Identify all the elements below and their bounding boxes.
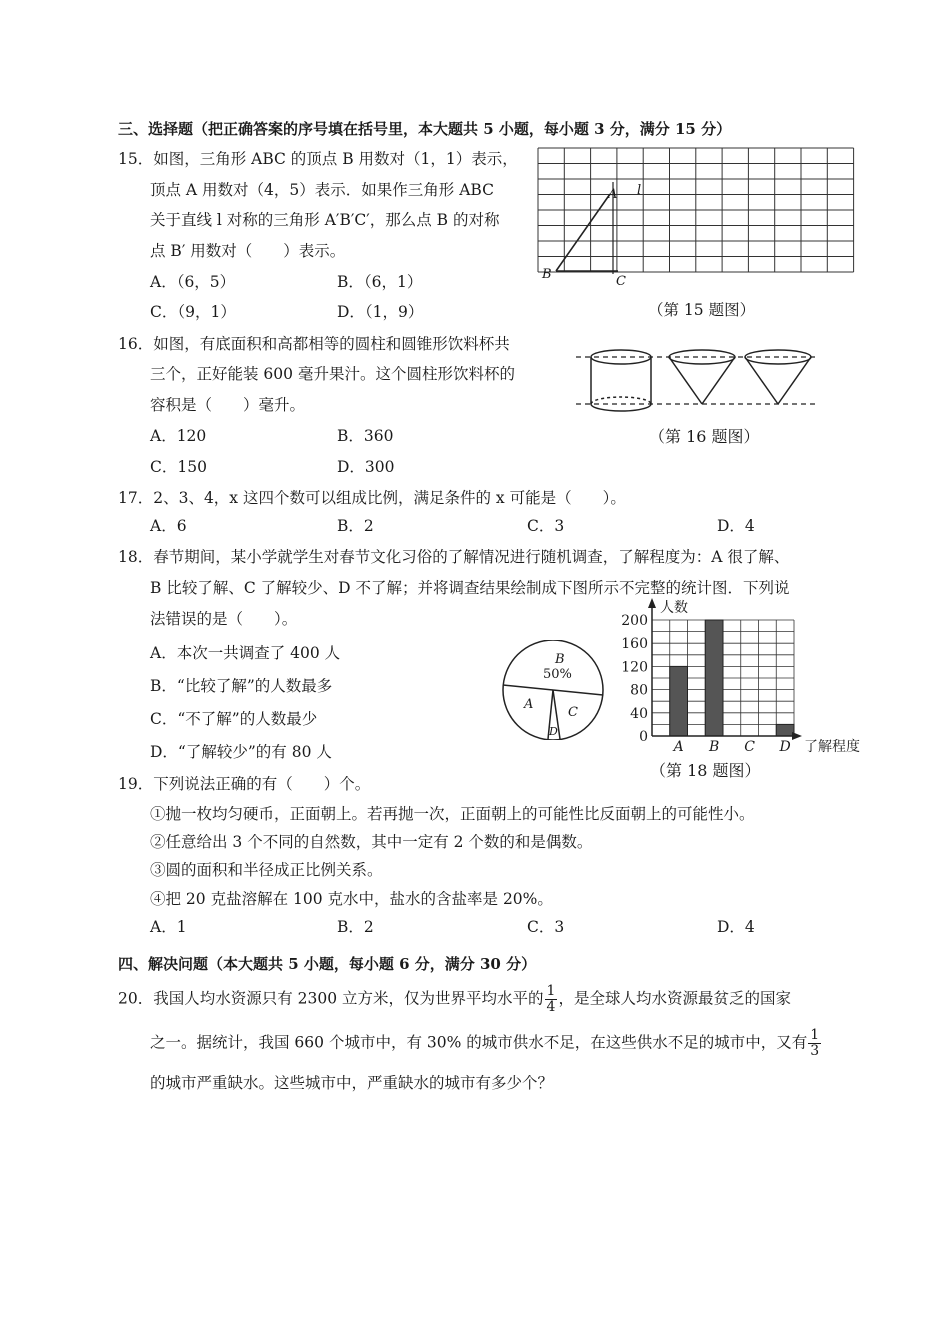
pie-label-b-percent: 50%: [543, 667, 572, 682]
q20-line-2: [150, 1028, 822, 1059]
q15-option-c: C．（9，1）: [150, 303, 236, 321]
y-tick-label: 200: [621, 613, 648, 629]
y-tick-label: 80: [630, 682, 648, 699]
fraction-one-third: [808, 1028, 821, 1059]
y-axis-arrow: [648, 598, 656, 608]
q17-option-a: A．6: [150, 517, 187, 535]
x-tick-label-a: A: [673, 739, 684, 755]
q19-option-d: D．4: [717, 918, 755, 936]
q19-option-b: B．2: [337, 918, 374, 936]
bar-b: [705, 620, 723, 736]
q15-line-2: 顶点 A 用数对（4，5）表示．如果作三角形 ABC: [150, 181, 494, 199]
q19-item-1: ①抛一枚均匀硬币，正面朝上。若再抛一次，正面朝上的可能性比反面朝上的可能性小。: [150, 805, 755, 823]
x-tick-label-b: B: [708, 739, 720, 755]
y-tick-label: 0: [639, 729, 648, 745]
q18-option-c: C．“不了解”的人数最少: [150, 710, 318, 728]
q16-line-1: 16．如图，有底面积和高都相等的圆柱和圆锥形饮料杯共: [118, 335, 510, 353]
section4-title: 四、解决问题（本大题共 5 小题，每小题 6 分，满分 30 分）: [118, 955, 537, 973]
fraction-denominator: 3: [810, 1043, 820, 1059]
q17-option-c: C．3: [527, 517, 565, 535]
q17-option-b: B．2: [337, 517, 374, 535]
y-tick-label: 120: [621, 659, 648, 676]
fraction-one-quarter: [545, 984, 558, 1015]
q19-option-a: A．1: [150, 918, 187, 936]
q19-item-2: ②任意给出 3 个不同的自然数，其中一定有 2 个数的和是偶数。: [150, 833, 593, 851]
x-tick-label-c: C: [744, 739, 755, 755]
q15-option-b: B．（6，1）: [337, 273, 423, 291]
q18-option-d: D．“了解较少”的有 80 人: [150, 743, 332, 761]
q15-line-1: 15．如图，三角形 ABC 的顶点 B 用数对（1，1）表示，: [118, 150, 518, 168]
q16-option-b: B．360: [337, 427, 394, 445]
q15-option-d: D．（1，9）: [337, 303, 424, 321]
x-axis-label: 了解程度: [804, 739, 860, 755]
q18-line-1: 18．春节期间，某小学就学生对春节文化习俗的了解情况进行随机调查，了解程度为：A 很了解、: [118, 548, 790, 566]
x-axis-arrow: [792, 732, 802, 740]
q18-option-b: B．“比较了解”的人数最多: [150, 677, 333, 695]
cone-cup-1: [669, 350, 735, 404]
bar-a: [670, 666, 688, 736]
q19-item-3: ③圆的面积和半径成正比例关系。: [150, 861, 383, 879]
q19-line: 19．下列说法正确的有（ ）个。: [118, 775, 371, 793]
q19-item-4: ④把 20 克盐溶解在 100 克水中，盐水的含盐率是 20%。: [150, 890, 553, 908]
y-tick-label: 160: [621, 636, 648, 653]
pie-label-b: B: [555, 652, 565, 667]
pie-label-d: D: [549, 725, 558, 738]
q18-option-a: A．本次一共调查了 400 人: [150, 644, 341, 662]
q16-line-3: 容积是（ ）毫升。: [150, 396, 306, 414]
q15-option-a: A．（6，5）: [150, 273, 236, 291]
q20-line-1-text-a: 20．我国人均水资源只有 2300 立方米，仅为世界平均水平的: [118, 989, 544, 1008]
q18-line-2: B 比较了解、C 了解较少、D 不了解；并将调查结果绘制成下图所示不完整的统计图．下列说: [150, 579, 790, 597]
fraction-denominator: 4: [546, 999, 556, 1015]
q15-caption: （第 15 题图）: [648, 301, 756, 319]
pie-label-c: C: [568, 705, 578, 720]
q20-line-3: 的城市严重缺水。这些城市中，严重缺水的城市有多少个？: [150, 1074, 554, 1092]
section3-title: 三、选择题（把正确答案的序号填在括号里，本大题共 5 小题，每小题 3 分，满分 15 分）: [118, 120, 732, 138]
y-axis-label: 人数: [660, 600, 688, 616]
q16-option-a: A．120: [150, 427, 207, 445]
q16-line-2: 三个，正好能装 600 毫升果汁。这个圆柱形饮料杯的: [150, 365, 515, 383]
q18-caption: （第 18 题图）: [650, 761, 761, 780]
q16-caption: （第 16 题图）: [649, 427, 760, 446]
q20-line-1: [118, 984, 791, 1015]
q16-option-c: C．150: [150, 458, 207, 476]
point-b-label: B: [542, 267, 552, 282]
point-a-label: A: [608, 187, 618, 202]
q18-line-3: 法错误的是（ ）。: [150, 610, 298, 628]
q20-line-1-text-b: ，是全球人均水资源最贫乏的国家: [558, 989, 791, 1008]
fraction-numerator: 1: [546, 983, 556, 999]
q17-line: 17．2、3、4，x 这四个数可以组成比例，满足条件的 x 可能是（ ）。: [118, 489, 626, 507]
cylinder-cup: [591, 350, 651, 411]
q16-cups-figure: [576, 340, 816, 418]
pie-divider-ab: [503, 685, 553, 690]
q20-line-2-text: 之一。据统计，我国 660 个城市中，有 30% 的城市供水不足，在这些供水不足的城市中，又有: [150, 1033, 808, 1052]
q16-option-d: D．300: [337, 458, 395, 476]
y-tick-label: 40: [630, 705, 648, 722]
cone-cup-2: [745, 350, 811, 404]
pie-label-a: A: [524, 697, 534, 712]
q15-line-3: 关于直线 l 对称的三角形 A′B′C′，那么点 B 的对称: [150, 211, 500, 229]
line-l-label: l: [637, 183, 642, 198]
q15-grid-figure: [536, 146, 856, 292]
pie-divider-bc: [553, 690, 603, 695]
x-tick-label-d: D: [779, 739, 791, 755]
bar-d: [776, 724, 794, 736]
q18-bar-chart: [608, 596, 868, 756]
fraction-numerator: 1: [810, 1027, 820, 1043]
q19-option-c: C．3: [527, 918, 565, 936]
point-c-label: C: [616, 274, 626, 289]
q15-line-4: 点 B′ 用数对（ ）表示。: [150, 242, 346, 260]
q17-option-d: D．4: [717, 517, 755, 535]
q18-pie-chart: [500, 640, 606, 740]
